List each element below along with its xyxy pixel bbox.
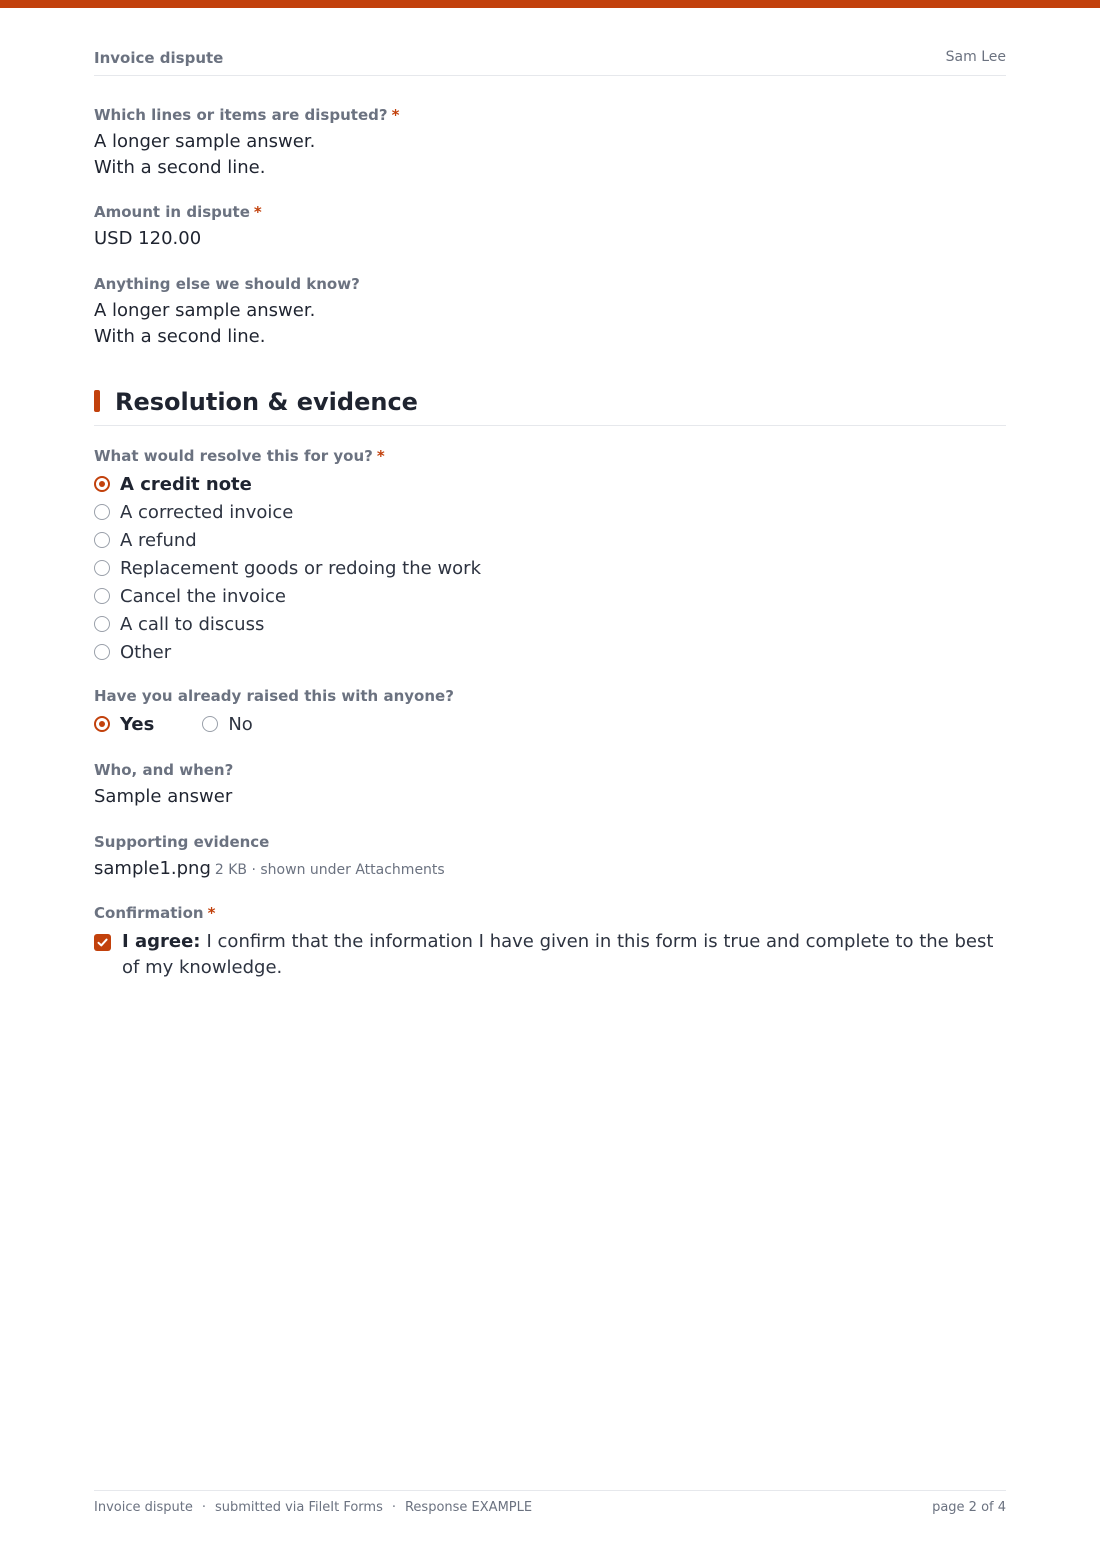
radio-option[interactable] — [94, 554, 1006, 582]
radio-unselected-icon[interactable] — [202, 716, 218, 732]
field-anything-else — [94, 274, 1006, 350]
field-value: A longer sample answer. With a second line. — [94, 300, 316, 347]
radio-unselected-icon[interactable] — [94, 504, 110, 520]
footer-separator: · — [201, 1500, 206, 1515]
field-label: What would resolve this for you? * — [94, 447, 385, 465]
field-label: Supporting evidence — [94, 833, 270, 851]
raised-options — [94, 710, 1006, 738]
page-header — [94, 48, 1006, 76]
form-title: Invoice dispute — [94, 49, 224, 67]
radio-option-label: Yes — [120, 713, 155, 735]
field-label: Amount in dispute * — [94, 203, 262, 221]
radio-option[interactable] — [94, 610, 1006, 638]
radio-option[interactable] — [94, 638, 1006, 666]
radio-unselected-icon[interactable] — [94, 616, 110, 632]
attachment-file-name[interactable]: sample1.png — [94, 858, 211, 879]
radio-option-label: Cancel the invoice — [120, 585, 287, 607]
footer-info — [94, 1500, 532, 1515]
confirmation-agree: I agree: — [122, 931, 201, 952]
field-label: Who, and when? — [94, 761, 234, 779]
field-raised — [94, 686, 1006, 738]
section-heading — [94, 388, 1006, 426]
radio-option[interactable] — [94, 470, 1006, 498]
radio-option[interactable] — [202, 710, 252, 738]
radio-option[interactable] — [94, 526, 1006, 554]
field-value: A longer sample answer. With a second line. — [94, 131, 316, 178]
radio-option-label: No — [228, 713, 253, 735]
footer-separator: · — [391, 1500, 396, 1515]
page-footer — [94, 1490, 1006, 1520]
field-resolution — [94, 446, 1006, 666]
radio-option[interactable] — [94, 710, 154, 738]
radio-selected-icon[interactable] — [94, 476, 110, 492]
radio-unselected-icon[interactable] — [94, 532, 110, 548]
attachment — [94, 856, 1006, 883]
respondent-name: Sam Lee — [945, 49, 1006, 65]
radio-option-label: Replacement goods or redoing the work — [120, 557, 482, 579]
required-mark: * — [391, 106, 400, 124]
radio-unselected-icon[interactable] — [94, 588, 110, 604]
footer-form-name: Invoice dispute — [94, 1500, 193, 1515]
radio-option-label: A refund — [120, 529, 197, 551]
radio-option-label: A corrected invoice — [120, 501, 294, 523]
field-value: Sample answer — [94, 786, 233, 807]
checkmark-icon — [96, 936, 109, 949]
resolution-options — [94, 470, 1006, 666]
radio-option-label: Other — [120, 641, 172, 663]
radio-option-label: A credit note — [120, 473, 252, 495]
section-title: Resolution & evidence — [115, 388, 418, 416]
page-number: page 2 of 4 — [932, 1500, 1006, 1515]
field-evidence — [94, 832, 1006, 883]
confirmation-text: I agree: I confirm that the information I have given in this form is true and complete to the best of my knowledge. — [122, 931, 994, 978]
confirmation-checkbox[interactable] — [94, 934, 111, 951]
field-label: Anything else we should know? — [94, 275, 360, 293]
section-accent-bar — [94, 390, 100, 412]
field-label: Which lines or items are disputed? * — [94, 106, 400, 124]
field-value: USD 120.00 — [94, 228, 202, 249]
footer-via: submitted via FileIt Forms — [214, 1500, 383, 1515]
field-confirmation — [94, 903, 1006, 981]
top-accent-bar — [0, 0, 1100, 8]
required-mark: * — [376, 447, 385, 465]
field-who-when — [94, 760, 1006, 810]
footer-response: Response EXAMPLE — [404, 1500, 533, 1515]
confirmation-row — [94, 929, 1006, 981]
radio-option[interactable] — [94, 582, 1006, 610]
radio-selected-icon[interactable] — [94, 716, 110, 732]
attachment-meta: 2 KB · shown under Attachments — [214, 862, 445, 878]
field-amount — [94, 202, 1006, 252]
radio-option[interactable] — [94, 498, 1006, 526]
field-label: Have you already raised this with anyone? — [94, 687, 454, 705]
radio-unselected-icon[interactable] — [94, 644, 110, 660]
radio-option-label: A call to discuss — [120, 613, 265, 635]
field-label: Confirmation * — [94, 904, 216, 922]
field-disputed-items — [94, 105, 1006, 181]
radio-unselected-icon[interactable] — [94, 560, 110, 576]
required-mark: * — [253, 203, 262, 221]
required-mark: * — [207, 904, 216, 922]
